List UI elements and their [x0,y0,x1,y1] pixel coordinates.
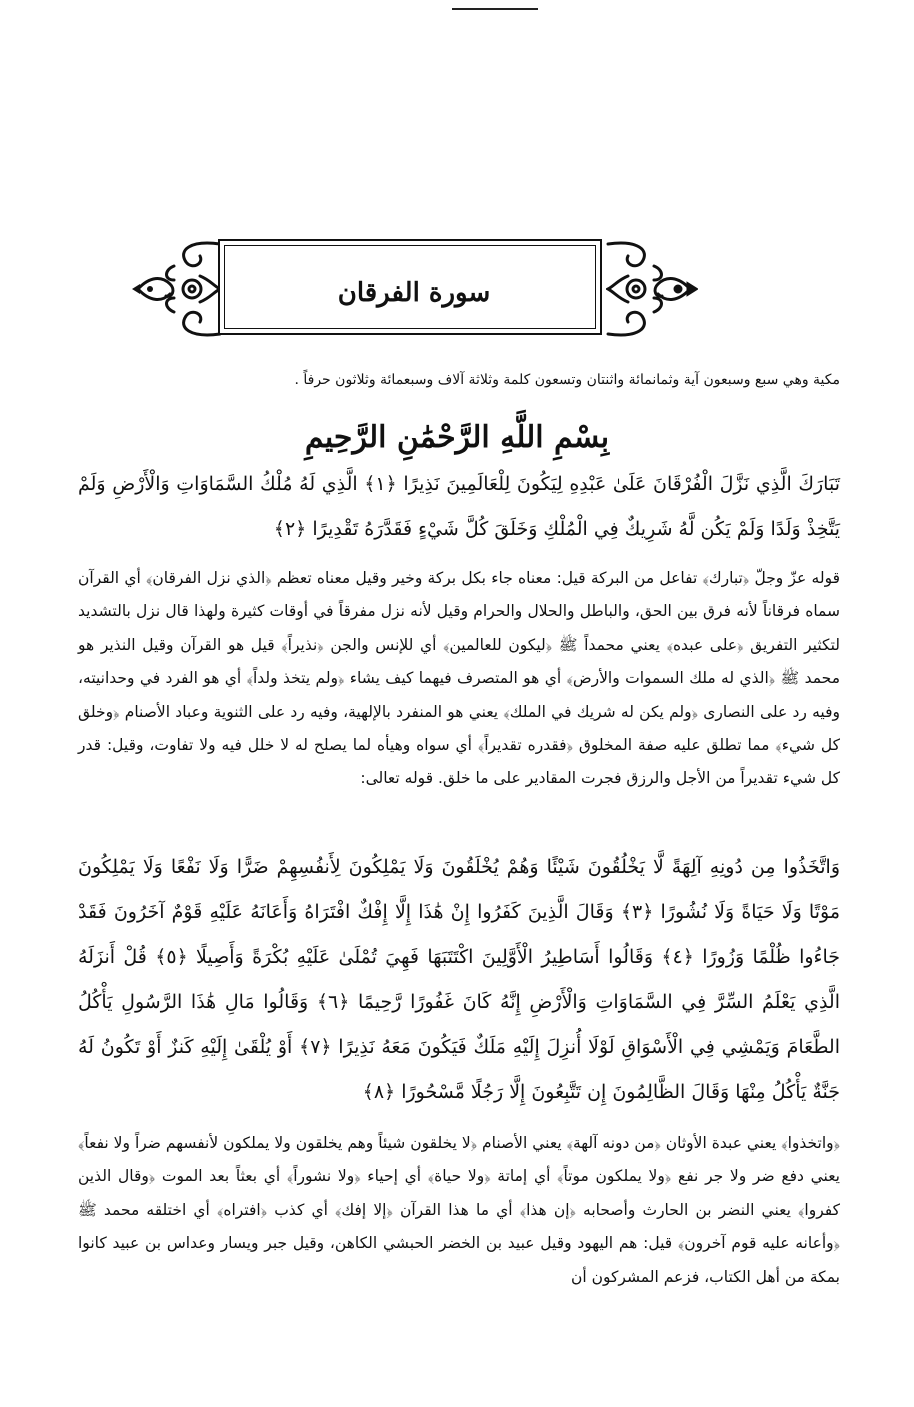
right-ornament-icon [606,236,698,342]
surah-title: سورة الفرقان [337,278,491,308]
quran-verses-3-8: وَاتَّخَذُوا مِن دُونِهِ آلِهَةً لَّا يَخْلُقُونَ شَيْئًا وَهُمْ يُخْلَقُونَ وَلَا يَمْلِكُونَ لِأَنفُسِهِمْ ضَرًّا وَلَا نَفْعًا وَلَا يَمْلِكُونَ مَوْتًا وَلَا حَيَاةً وَلَا نُشُورًا ﴿٣﴾ وَقَالَ الَّذِينَ كَفَرُوا إِنْ هَٰذَا إِلَّا إِفْكٌ افْتَرَاهُ وَأَعَانَهُ عَلَيْهِ قَوْمٌ آخَرُونَ فَقَدْ جَاءُوا ظُلْمًا وَزُورًا ﴿٤﴾ وَقَالُوا أَسَاطِيرُ الْأَوَّلِينَ اكْتَتَبَهَا فَهِيَ تُمْلَىٰ عَلَيْهِ بُكْرَةً وَأَصِيلًا ﴿٥﴾ قُلْ أَنزَلَهُ الَّذِي يَعْلَمُ السِّرَّ فِي السَّمَاوَاتِ وَالْأَرْضِ إِنَّهُ كَانَ غَفُورًا رَّحِيمًا ﴿٦﴾ وَقَالُوا مَالِ هَٰذَا الرَّسُولِ يَأْكُلُ الطَّعَامَ وَيَمْشِي فِي الْأَسْوَاقِ لَوْلَا أُنزِلَ إِلَيْهِ مَلَكٌ فَيَكُونَ مَعَهُ نَذِيرًا ﴿٧﴾ أَوْ يُلْقَىٰ إِلَيْهِ كَنزٌ أَوْ تَكُونُ لَهُ جَنَّةٌ يَأْكُلُ مِنْهَا وَقَالَ الظَّالِمُونَ إِن تَتَّبِعُونَ إِلَّا رَجُلًا مَّسْحُورًا ﴿٨﴾ [78,856,840,1103]
top-rule [452,8,538,10]
surah-header [128,236,700,346]
commentary-paragraph-2: ﴿واتخذوا﴾ يعني عبدة الأوثان ﴿من دونه آلهة﴾ يعني الأصنام ﴿لا يخلقون شيئاً وهم يخلقون ولا يملكون لأنفسهم ضراً ولا نفعاً﴾ يعني دفع ضر ولا جر نفع ﴿ولا يملكون موتاً﴾ أي إماتة ﴿ولا حياة﴾ أي إحياء ﴿ولا نشوراً﴾ أي بعثاً بعد الموت ﴿وقال الذين كفروا﴾ يعني النضر بن الحارث وأصحابه ﴿إن هذا﴾ أي ما هذا القرآن ﴿إلا إفك﴾ أي كذب ﴿افتراه﴾ أي اختلقه محمد ﷺ ﴿وأعانه عليه قوم آخرون﴾ قيل: هم اليهود وقيل عبيد بن الخضر الحبشي الكاهن، وقيل جبر ويسار وعداس بن عبيد كانوا بمكة من أهل الكتاب، فزعم المشركون أن [78,1134,840,1286]
surah-intro: مكية وهي سبع وسبعون آية وثمانمائة واثنتان وتسعون كلمة وثلاثة آلاف وسبعمائة وثلاثون حرفاً . [294,372,840,388]
commentary-paragraph-1: قوله عزّ وجلّ ﴿تبارك﴾ تفاعل من البركة قيل: معناه جاء بكل بركة وخير وقيل معناه تعظم ﴿الذي نزل الفرقان﴾ أي القرآن سماه فرقاناً لأنه فرق بين الحق، والباطل والحلال والحرام وقيل لأنه نزل مفرقاً في أوقات كثيرة ولهذا قال نزل بالتشديد لتكثير التفريق ﴿على عبده﴾ يعني محمداً ﷺ ﴿ليكون للعالمين﴾ أي للإنس والجن ﴿نذيراً﴾ قيل هو القرآن وقيل النذير هو محمد ﷺ ﴿الذي له ملك السموات والأرض﴾ أي هو المتصرف فيهما كيف يشاء ﴿ولم يتخذ ولداً﴾ أي هو الفرد في وحدانيته، وفيه رد على النصارى ﴿ولم يكن له شريك في الملك﴾ يعني هو المنفرد بالإلهية، وفيه رد على الثنوية وعباد الأصنام ﴿وخلق كل شيء﴾ مما تطلق عليه صفة المخلوق ﴿فقدره تقديراً﴾ أي سواه وهيأه لما يصلح له لا خلل فيه ولا تفاوت، وقيل: قدر كل شيء تقديراً من الأجل والرزق فجرت المقادير على ما خلق. قوله تعالى: [78,569,840,788]
quran-verses-1-2: تَبَارَكَ الَّذِي نَزَّلَ الْفُرْقَانَ عَلَىٰ عَبْدِهِ لِيَكُونَ لِلْعَالَمِينَ نَذِيرًا ﴿١﴾ الَّذِي لَهُ مُلْكُ السَّمَاوَاتِ وَالْأَرْضِ وَلَمْ يَتَّخِذْ وَلَدًا وَلَمْ يَكُن لَّهُ شَرِيكٌ فِي الْمُلْكِ وَخَلَقَ كُلَّ شَيْءٍ فَقَدَّرَهُ تَقْدِيرًا ﴿٢﴾ [78,473,840,540]
basmala: بِسْمِ اللَّهِ الرَّحْمَٰنِ الرَّحِيمِ [304,420,610,455]
